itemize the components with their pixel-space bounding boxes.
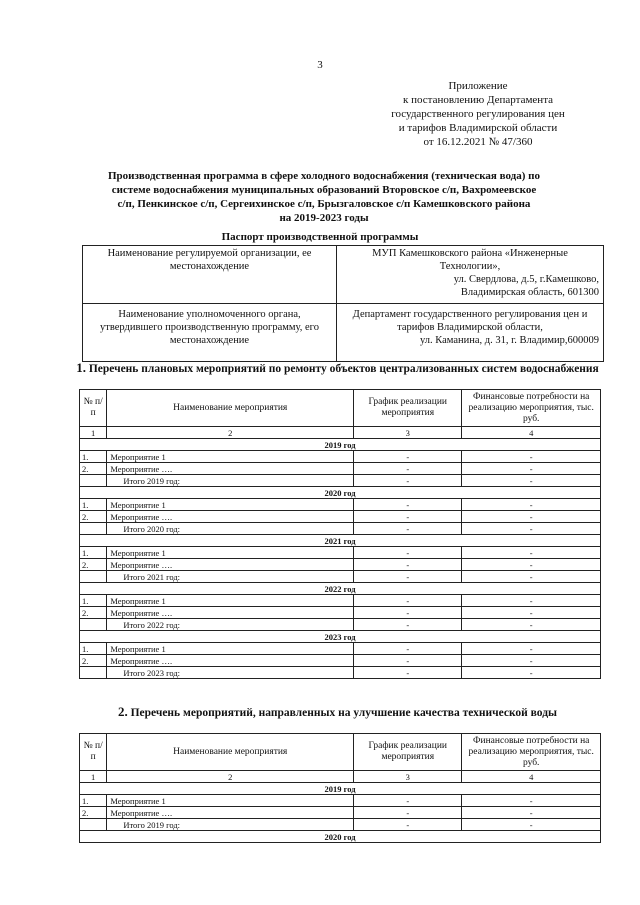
program-title-line: на 2019-2023 годы	[279, 212, 369, 224]
table-row	[80, 807, 601, 819]
row-number: 2.	[80, 607, 107, 619]
measure-finance: -	[462, 795, 601, 807]
measure-finance: -	[462, 607, 601, 619]
total-empty-cell	[80, 475, 107, 487]
total-empty-cell	[80, 571, 107, 583]
measure-schedule: -	[354, 451, 462, 463]
section2-number: 2.	[117, 704, 128, 719]
column-header-finance: Финансовые потребности на реализацию мероприятия, тыс. руб.	[462, 734, 601, 771]
measure-name: Мероприятие ….	[107, 463, 354, 475]
passport-label: Наименование регулируемой организации, ее местонахождение	[83, 246, 337, 304]
total-row	[80, 619, 601, 631]
total-row	[80, 475, 601, 487]
table-row	[80, 795, 601, 807]
column-index-cell: 3	[354, 771, 462, 783]
column-index-cell: 1	[80, 427, 107, 439]
total-empty-cell	[80, 523, 107, 535]
year-label: 2020 год	[80, 831, 601, 843]
measure-finance: -	[462, 595, 601, 607]
column-index-cell: 2	[107, 771, 354, 783]
measure-name: Мероприятие 1	[107, 451, 354, 463]
measure-finance: -	[462, 463, 601, 475]
section1-title-text: Перечень плановых мероприятий по ремонту объектов централизованных систем водоснабжения	[88, 363, 599, 375]
appendix-line: от 16.12.2021 № 47/360	[423, 136, 533, 148]
total-finance: -	[462, 819, 601, 831]
column-index-cell: 2	[107, 427, 354, 439]
row-number: 1.	[80, 643, 107, 655]
passport-value	[337, 304, 604, 362]
measure-name: Мероприятие 1	[107, 643, 354, 655]
measure-schedule: -	[354, 643, 462, 655]
total-finance: -	[462, 667, 601, 679]
column-header-no: № п/п	[80, 390, 107, 427]
section1-title	[75, 361, 600, 376]
appendix-line: государственного регулирования цен	[391, 108, 565, 120]
appendix-block	[373, 79, 583, 149]
total-finance: -	[462, 523, 601, 535]
total-label: Итого 2022 год:	[107, 619, 354, 631]
column-index-row	[80, 427, 601, 439]
year-row	[80, 831, 601, 843]
year-row	[80, 583, 601, 595]
year-row	[80, 535, 601, 547]
section2-title	[75, 705, 600, 720]
measure-schedule: -	[354, 795, 462, 807]
measure-name: Мероприятие 1	[107, 595, 354, 607]
passport-row	[83, 304, 604, 362]
appendix-line: и тарифов Владимирской области	[398, 122, 558, 134]
measure-finance: -	[462, 451, 601, 463]
column-index-row	[80, 771, 601, 783]
total-row	[80, 571, 601, 583]
measure-name: Мероприятие ….	[107, 607, 354, 619]
row-number: 1.	[80, 795, 107, 807]
repair-measures-table	[79, 389, 601, 679]
passport-table	[82, 245, 604, 362]
passport-value-line: Департамент государственного регулирования цен и тарифов Владимирской области,	[352, 309, 588, 333]
total-schedule: -	[354, 475, 462, 487]
table-row	[80, 451, 601, 463]
measure-finance: -	[462, 511, 601, 523]
measure-finance: -	[462, 643, 601, 655]
column-index-cell: 3	[354, 427, 462, 439]
measure-schedule: -	[354, 607, 462, 619]
total-row	[80, 819, 601, 831]
passport-value-line: МУП Камешковского района «Инженерные Технологии»,	[372, 248, 568, 272]
measure-finance: -	[462, 547, 601, 559]
measure-schedule: -	[354, 559, 462, 571]
measure-schedule: -	[354, 595, 462, 607]
appendix-line: Приложение	[448, 80, 508, 92]
total-schedule: -	[354, 619, 462, 631]
program-title-line: с/п, Пенкинское с/п, Сергеихинское с/п, Брызгаловское с/п Камешковского района	[117, 198, 531, 210]
total-empty-cell	[80, 619, 107, 631]
total-schedule: -	[354, 571, 462, 583]
column-header-finance: Финансовые потребности на реализацию мероприятия, тыс. руб.	[462, 390, 601, 427]
table-row	[80, 595, 601, 607]
passport-row	[83, 246, 604, 304]
total-finance: -	[462, 475, 601, 487]
column-header-no: № п/п	[80, 734, 107, 771]
passport-value	[337, 246, 604, 304]
measure-name: Мероприятие 1	[107, 547, 354, 559]
row-number: 1.	[80, 499, 107, 511]
year-label: 2023 год	[80, 631, 601, 643]
row-number: 2.	[80, 511, 107, 523]
total-finance: -	[462, 619, 601, 631]
passport-title: Паспорт производственной программы	[221, 231, 419, 243]
section2-title-text: Перечень мероприятий, направленных на улучшение качества технической воды	[130, 707, 558, 719]
row-number: 1.	[80, 595, 107, 607]
measure-finance: -	[462, 807, 601, 819]
program-title	[75, 169, 573, 225]
row-number: 2.	[80, 655, 107, 667]
total-row	[80, 667, 601, 679]
measure-name: Мероприятие ….	[107, 807, 354, 819]
program-title-line: системе водоснабжения муниципальных образований Второвское с/п, Вахромеевское	[111, 184, 537, 196]
table-header-row	[80, 390, 601, 427]
row-number: 2.	[80, 559, 107, 571]
table-row	[80, 499, 601, 511]
measure-name: Мероприятие 1	[107, 795, 354, 807]
year-label: 2021 год	[80, 535, 601, 547]
program-title-line: Производственная программа в сфере холодного водоснабжения (техническая вода) по	[108, 170, 540, 182]
page-number: 3	[317, 59, 323, 71]
total-label: Итого 2021 год:	[107, 571, 354, 583]
row-number: 1.	[80, 547, 107, 559]
passport-value-line: ул. Свердлова, д.5, г.Камешково,	[453, 274, 599, 285]
table-row	[80, 655, 601, 667]
measure-finance: -	[462, 655, 601, 667]
table-row	[80, 643, 601, 655]
measure-schedule: -	[354, 499, 462, 511]
total-empty-cell	[80, 667, 107, 679]
total-label: Итого 2019 год:	[107, 819, 354, 831]
column-header-schedule: График реализации мероприятия	[354, 390, 462, 427]
total-row	[80, 523, 601, 535]
table-row	[80, 559, 601, 571]
year-row	[80, 631, 601, 643]
total-schedule: -	[354, 819, 462, 831]
total-finance: -	[462, 571, 601, 583]
year-row	[80, 439, 601, 451]
measure-schedule: -	[354, 511, 462, 523]
total-empty-cell	[80, 819, 107, 831]
column-header-name: Наименование мероприятия	[107, 734, 354, 771]
quality-measures-table	[79, 733, 601, 843]
year-label: 2019 год	[80, 439, 601, 451]
measure-finance: -	[462, 499, 601, 511]
total-label: Итого 2019 год:	[107, 475, 354, 487]
appendix-line: к постановлению Департамента	[402, 94, 554, 106]
column-index-cell: 4	[462, 427, 601, 439]
row-number: 2.	[80, 807, 107, 819]
year-label: 2020 год	[80, 487, 601, 499]
table-row	[80, 463, 601, 475]
measure-schedule: -	[354, 547, 462, 559]
row-number: 2.	[80, 463, 107, 475]
table-row	[80, 547, 601, 559]
table-row	[80, 607, 601, 619]
table-header-row	[80, 734, 601, 771]
total-schedule: -	[354, 667, 462, 679]
column-header-schedule: График реализации мероприятия	[354, 734, 462, 771]
measure-finance: -	[462, 559, 601, 571]
total-label: Итого 2020 год:	[107, 523, 354, 535]
measure-name: Мероприятие ….	[107, 559, 354, 571]
measure-schedule: -	[354, 807, 462, 819]
row-number: 1.	[80, 451, 107, 463]
table-row	[80, 511, 601, 523]
year-label: 2019 год	[80, 783, 601, 795]
year-row	[80, 487, 601, 499]
column-header-name: Наименование мероприятия	[107, 390, 354, 427]
measure-schedule: -	[354, 463, 462, 475]
total-schedule: -	[354, 523, 462, 535]
column-index-cell: 4	[462, 771, 601, 783]
passport-value-line: ул. Каманина, д. 31, г. Владимир,600009	[419, 335, 599, 346]
year-label: 2022 год	[80, 583, 601, 595]
column-index-cell: 1	[80, 771, 107, 783]
section1-number: 1.	[76, 360, 86, 375]
measure-name: Мероприятие ….	[107, 511, 354, 523]
measure-name: Мероприятие ….	[107, 655, 354, 667]
passport-value-line: Владимирская область, 601300	[460, 287, 599, 298]
measure-schedule: -	[354, 655, 462, 667]
passport-label: Наименование уполномоченного органа, утвердившего производственную программу, его местонахождение	[83, 304, 337, 362]
total-label: Итого 2023 год:	[107, 667, 354, 679]
measure-name: Мероприятие 1	[107, 499, 354, 511]
year-row	[80, 783, 601, 795]
